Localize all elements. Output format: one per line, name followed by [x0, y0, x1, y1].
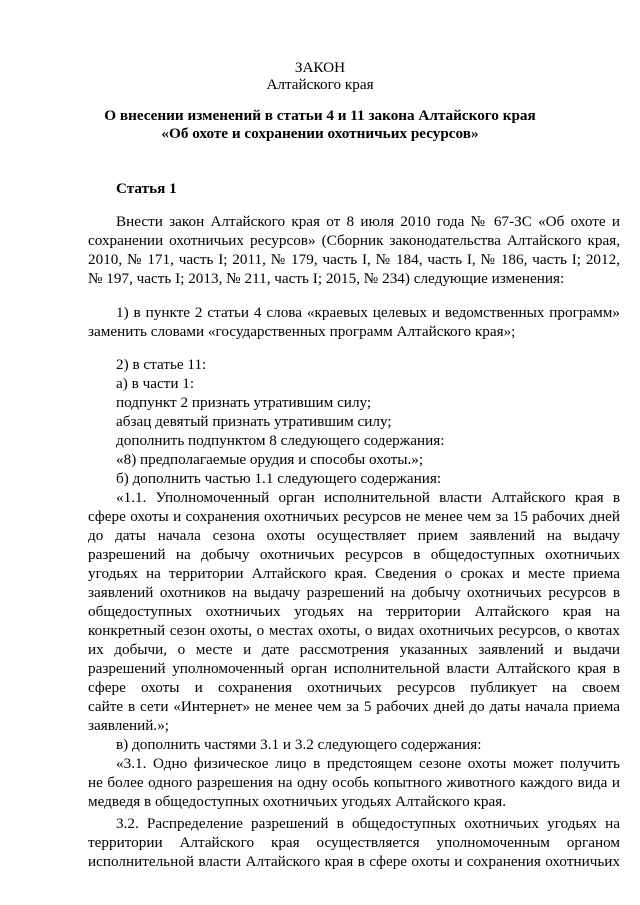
- body-line: 2010, № 171, часть I; 2011, № 179, часть I, № 184, часть I, № 186, часть I; 2012,: [88, 251, 620, 268]
- body-line: заявлений.»;: [88, 717, 170, 734]
- body-line: конкретный сезон охоты, о местах охоты, о видах охотничьих ресурсов, о квотах: [88, 622, 620, 639]
- body-line: абзац девятый признать утратившим силу;: [116, 413, 392, 430]
- body-line: № 197, часть I; 2013, № 211, часть I; 2015, № 234) следующие изменения:: [88, 270, 565, 287]
- body-line: сайте в сети «Интернет» не менее чем за 5 рабочих дней до даты начала приема: [88, 698, 620, 715]
- doc-type: ЗАКОН: [294, 59, 346, 76]
- body-line: «1.1. Уполномоченный орган исполнительной власти Алтайского края в: [116, 489, 620, 506]
- body-line: сохранении охотничьих ресурсов» (Сборник законодательства Алтайского края,: [88, 232, 620, 249]
- body-line: сфере охоты и сохранения охотничьих ресурсов не менее чем за 15 рабочих дней: [88, 508, 620, 525]
- body-line: 2) в статье 11:: [116, 356, 207, 373]
- doc-title-line-2: «Об охоте и сохранении охотничьих ресурсов»: [161, 125, 479, 142]
- body-line: угодьях на территории Алтайского края. Сведения о сроках и месте приема: [88, 565, 620, 582]
- doc-region: Алтайского края: [266, 76, 374, 93]
- body-line: Внести закон Алтайского края от 8 июля 2010 года № 67-ЗС «Об охоте и: [116, 213, 620, 230]
- body-line: в) дополнить частями 3.1 и 3.2 следующего содержания:: [116, 736, 482, 753]
- body-line: 1) в пункте 2 статьи 4 слова «краевых целевых и ведомственных программ»: [116, 304, 620, 321]
- body-line: заявлений охотников на выдачу разрешений на добычу охотничьих ресурсов в: [88, 584, 620, 601]
- body-line: исполнительной власти Алтайского края в сфере охоты и сохранения охотничьих: [88, 853, 620, 870]
- body-line: а) в части 1:: [116, 375, 195, 392]
- body-line: общедоступных охотничьих угодьях на территории Алтайского края на: [88, 603, 620, 620]
- body-line: «3.1. Одно физическое лицо в предстоящем сезоне охоты может получить: [116, 755, 620, 772]
- doc-title-line-1: О внесении изменений в статьи 4 и 11 закона Алтайского края: [104, 107, 536, 124]
- body-line: разрешений уполномоченный орган исполнительной власти Алтайского края в: [88, 660, 620, 677]
- body-line: до даты начала сезона охоты осуществляет прием заявлений на выдачу: [88, 527, 620, 544]
- body-line: «8) предполагаемые орудия и способы охоты.»;: [116, 451, 424, 468]
- body-line: заменить словами «государственных программ Алтайского края»;: [88, 323, 516, 340]
- body-line: дополнить подпунктом 8 следующего содержания:: [116, 432, 445, 449]
- body-line: их добычи, о месте и дате рассмотрения указанных заявлений и выдачи: [88, 641, 620, 658]
- body-line: медведя в общедоступных охотничьих угодьях Алтайского края.: [88, 793, 507, 810]
- body-line: разрешений на добычу охотничьих ресурсов в общедоступных охотничьих: [88, 546, 620, 563]
- body-line: 3.2. Распределение разрешений в общедоступных охотничьих угодьях на: [116, 815, 620, 832]
- body-line: не более одного разрешения на одну особь копытного животного каждого вида и: [88, 774, 620, 791]
- article-heading: Статья 1: [116, 180, 177, 197]
- body-line: б) дополнить частью 1.1 следующего содержания:: [116, 470, 442, 487]
- body-line: территории Алтайского края осуществляется уполномоченным органом: [88, 834, 620, 851]
- body-line: подпункт 2 признать утратившим силу;: [116, 394, 372, 411]
- body-line: сфере охоты и сохранения охотничьих ресурсов публикует на своем: [88, 679, 620, 696]
